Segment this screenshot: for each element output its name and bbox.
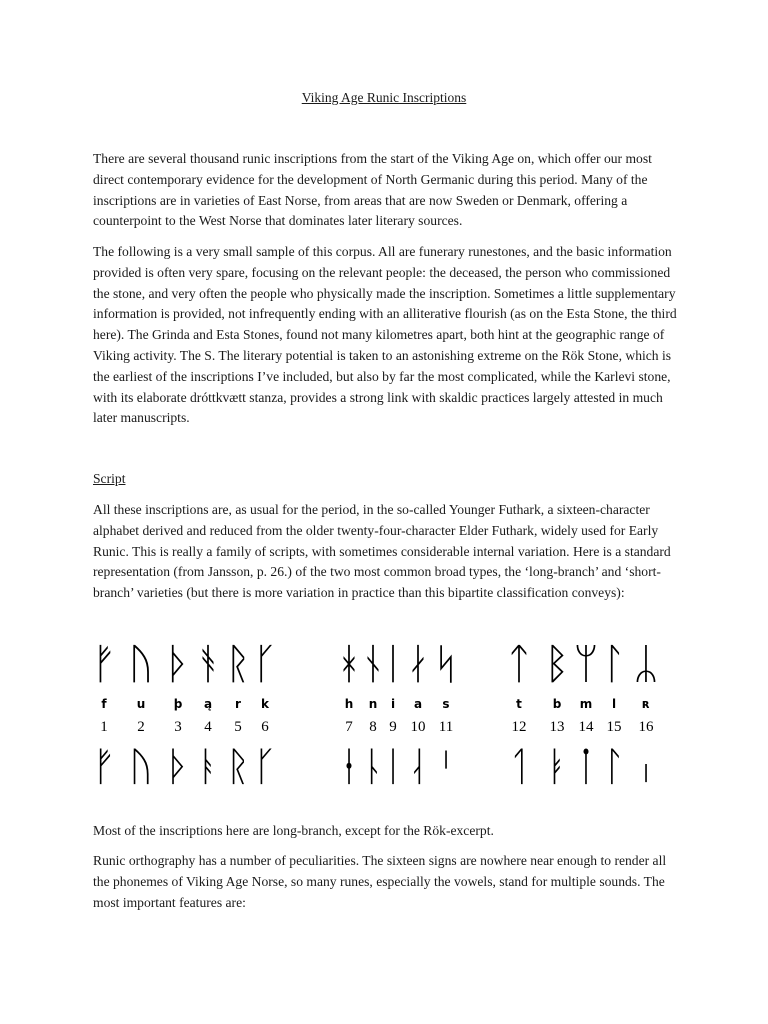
rune-number-5: 5 xyxy=(234,719,242,735)
long-branch-rune-15: ᛚ xyxy=(601,639,627,688)
script-heading: Script xyxy=(93,471,126,486)
long-branch-rune-5: ᚱ xyxy=(225,639,251,688)
long-branch-rune-7: ᚼ xyxy=(336,639,362,688)
short-branch-rune-12: ᛐ xyxy=(507,744,531,790)
short-branch-rune-1: ᚠ xyxy=(92,744,116,790)
long-branch-rune-12: ᛏ xyxy=(506,639,532,688)
rune-letter-16: ʀ xyxy=(642,697,650,711)
rune-letter-14: m xyxy=(579,697,593,711)
intro-paragraph-2: The following is a very small sample of this corpus. All are funerary runestones, and the basic information provided is often very spare, focusing on the relevant people: the deceased, the person who commissioned the stone, and very often the people who physically made the inscription. Sometimes a little supplementary information is provided, not infrequently ending with an alliterative flourish (as on the Esta Stone, the third here). The Grinda and Esta Stones, found not many kilometres apart, both hint at the geographic range of Viking activity. The S. The literary potential is taken to an astonishing extreme on the Rök Stone, which is the earliest of the inscriptions I’ve included, but also by far the most complicated, while the Karlevi stone, with its elaborate dróttkvætt stanza, provides a strong link with skaldic practices largely attested in much later manuscripts. xyxy=(93,244,677,426)
rune-number-9: 9 xyxy=(389,719,397,735)
long-branch-rune-3: ᚦ xyxy=(165,639,191,688)
closing-paragraph-2: Runic orthography has a number of peculiarities. The sixteen signs are nowhere near enough to render all the phonemes of Viking Age Norse, so many runes, especially the vowels, stand for multiple sounds. The most important features are: xyxy=(93,853,667,910)
rune-letter-15: l xyxy=(611,697,617,711)
short-branch-rune-9: ᛁ xyxy=(381,744,405,790)
intro-paragraph-1: There are several thousand runic inscriptions from the start of the Viking Age on, which offer our most direct contemporary evidence for the development of North Germanic during this period. Many of the inscriptions are in varieties of East Norse, from areas that are now Sweden or Denmark, offering a counterpoint to the West Norse that dominates later literary sources. xyxy=(93,151,652,229)
short-branch-rune-10: ᛆ xyxy=(406,744,430,790)
rune-number-4: 4 xyxy=(204,719,212,735)
long-branch-rune-9: ᛁ xyxy=(380,639,406,688)
rune-number-11: 11 xyxy=(438,719,454,735)
long-branch-rune-6: ᚴ xyxy=(252,639,278,688)
rune-number-3: 3 xyxy=(174,719,182,735)
rune-number-6: 6 xyxy=(261,719,269,735)
short-branch-rune-13: ᛓ xyxy=(545,744,569,790)
rune-number-13: 13 xyxy=(549,719,565,735)
rune-letter-7: h xyxy=(344,697,354,711)
rune-number-8: 8 xyxy=(369,719,377,735)
short-branch-rune-4: ᚭ xyxy=(196,744,220,790)
short-branch-rune-11: ᛌ xyxy=(434,744,458,790)
short-branch-rune-5: ᚱ xyxy=(226,744,250,790)
rune-letter-3: þ xyxy=(173,697,183,711)
rune-letter-11: s xyxy=(442,697,450,711)
rune-number-16: 16 xyxy=(638,719,654,735)
rune-number-1: 1 xyxy=(100,719,108,735)
long-branch-rune-16: ᛦ xyxy=(633,639,659,688)
rune-number-12: 12 xyxy=(511,719,527,735)
long-branch-rune-10: ᛅ xyxy=(405,639,431,688)
short-branch-rune-7: ᚽ xyxy=(337,744,361,790)
long-branch-rune-8: ᚾ xyxy=(360,639,386,688)
script-paragraph: All these inscriptions are, as usual for the period, in the so-called Younger Futhark, a sixteen-character alphabet derived and reduced from the older twenty-four-character Elder Futhark, widely used for Early Runic. This is really a family of scripts, with sometimes considerable internal variation. Here is a standard representation (from Jansson, p. 26.) of the two most common broad types, the ‘long-branch’ and ‘short-branch’ varieties (but there is more variation in practice than this bipartite classification conveys): xyxy=(93,502,671,601)
rune-number-7: 7 xyxy=(345,719,353,735)
rune-letter-8: n xyxy=(368,697,378,711)
rune-letter-4: ą xyxy=(203,697,213,711)
rune-number-14: 14 xyxy=(578,719,594,735)
rune-number-15: 15 xyxy=(606,719,622,735)
long-branch-rune-2: ᚢ xyxy=(128,639,154,688)
document-title: Viking Age Runic Inscriptions xyxy=(301,90,467,105)
rune-letter-10: a xyxy=(413,697,423,711)
rune-letter-5: r xyxy=(235,697,241,711)
short-branch-rune-16: ᛧ xyxy=(634,744,658,790)
rune-number-10: 10 xyxy=(410,719,426,735)
long-branch-rune-4: ᚬ xyxy=(195,639,221,688)
short-branch-rune-2: ᚢ xyxy=(129,744,153,790)
long-branch-rune-1: ᚠ xyxy=(91,639,117,688)
rune-letter-1: f xyxy=(101,697,107,711)
short-branch-rune-8: ᚿ xyxy=(361,744,385,790)
short-branch-rune-14: ᛙ xyxy=(574,744,598,790)
short-branch-rune-6: ᚴ xyxy=(253,744,277,790)
long-branch-rune-14: ᛘ xyxy=(573,639,599,688)
rune-number-2: 2 xyxy=(137,719,145,735)
short-branch-rune-3: ᚦ xyxy=(166,744,190,790)
rune-letter-2: u xyxy=(136,697,146,711)
closing-paragraph-1: Most of the inscriptions here are long-branch, except for the Rök-excerpt. xyxy=(93,823,494,838)
rune-letter-12: t xyxy=(516,697,522,711)
long-branch-rune-13: ᛒ xyxy=(544,639,570,688)
rune-letter-6: k xyxy=(261,697,269,711)
rune-letter-9: i xyxy=(390,697,396,711)
long-branch-rune-11: ᛋ xyxy=(433,639,459,688)
rune-letter-13: b xyxy=(552,697,562,711)
short-branch-rune-15: ᛚ xyxy=(602,744,626,790)
